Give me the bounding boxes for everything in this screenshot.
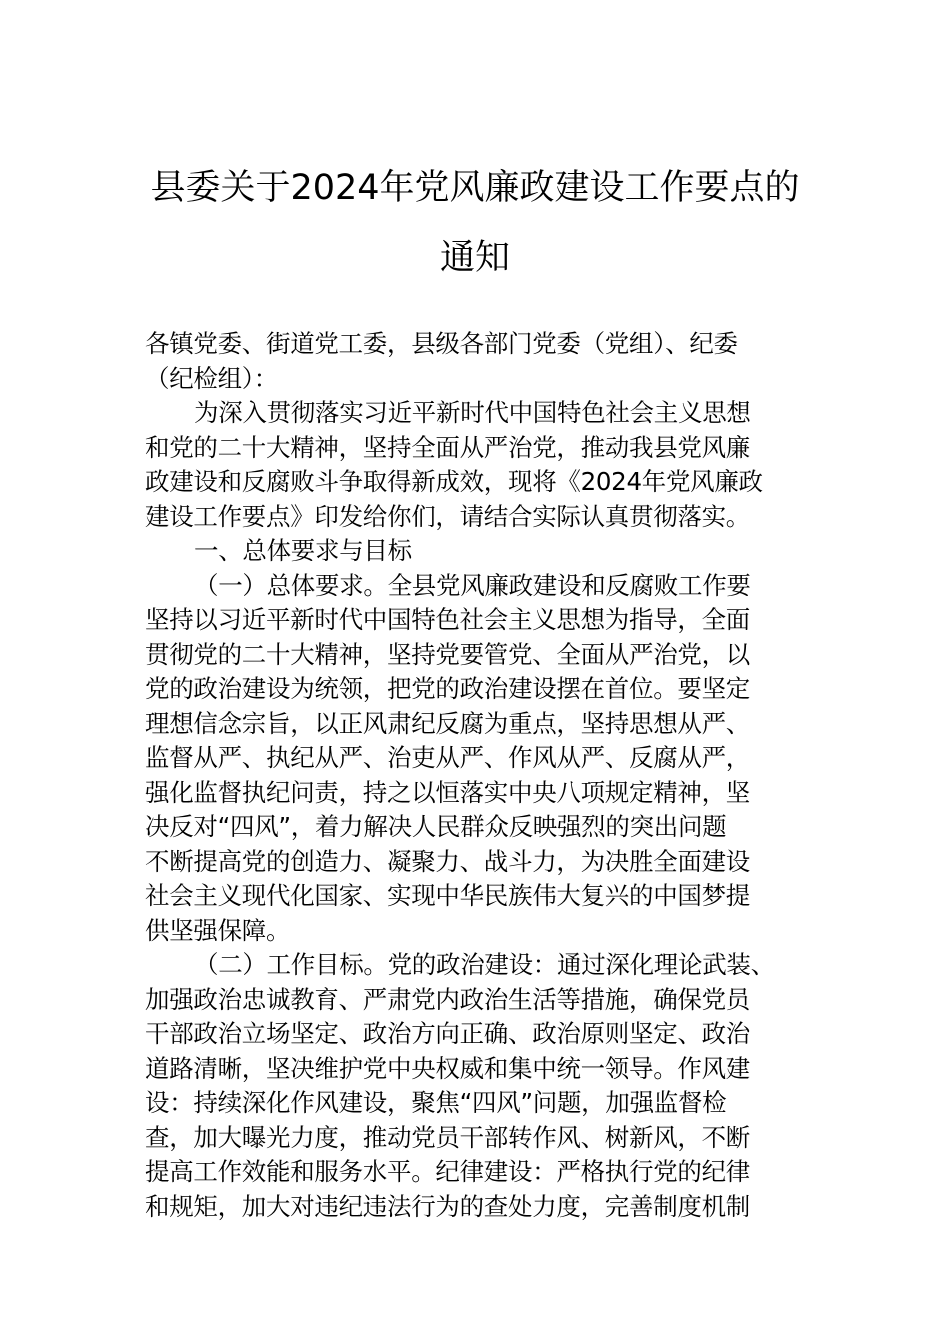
body-line: 强化监督执纪问责，持之以恒落实中央八项规定精神，坚 (145, 777, 750, 807)
body-line: 和规矩，加大对违纪违法行为的查处力度，完善制度机制 (145, 1191, 750, 1221)
body-line: 不断提高党的创造力、凝聚力、战斗力，为决胜全面建设 (145, 846, 750, 876)
body-line: 决反对“四风”，着力解决人民群众反映强烈的突出问题 (145, 812, 727, 841)
document-body (145, 327, 815, 1224)
body-line: 干部政治立场坚定、政治方向正确、政治原则坚定、政治 (145, 1019, 750, 1048)
body-line: （一）总体要求。全县党风廉政建设和反腐败工作要 (194, 570, 751, 600)
body-line: 政建设和反腐败斗争取得新成效，现将《2024年党风廉政 (145, 467, 763, 496)
document-title-line-2: 通知 (439, 238, 510, 278)
body-line: 坚持以习近平新时代中国特色社会主义思想为指导，全面 (145, 605, 750, 634)
body-line-salutation-cont: （纪检组）： (145, 363, 278, 393)
body-line: 建设工作要点》印发给你们，请结合实际认真贯彻落实。 (145, 501, 750, 531)
body-line: 党的政治建设为统领，把党的政治建设摆在首位。要坚定 (145, 674, 750, 703)
body-line-salutation: 各镇党委、街道党工委，县级各部门党委（党组）、纪委 (145, 329, 738, 358)
body-line: 贯彻党的二十大精神，坚持党要管党、全面从严治党，以 (145, 639, 750, 669)
body-line: （二）工作目标。党的政治建设：通过深化理论武装、 (194, 950, 775, 979)
body-line: 为深入贯彻落实习近平新时代中国特色社会主义思想 (194, 398, 751, 427)
body-line: 查，加大曝光力度，推动党员干部转作风、树新风，不断 (145, 1122, 750, 1152)
body-line: 监督从严、执纪从严、治吏从严、作风从严、反腐从严， (145, 743, 750, 772)
body-line: 社会主义现代化国家、实现中华民族伟大复兴的中国梦提 (145, 881, 750, 910)
body-line: 供坚强保障。 (145, 915, 291, 945)
body-line: 理想信念宗旨，以正风肃纪反腐为重点，坚持思想从严、 (145, 708, 750, 738)
section-heading: 一、总体要求与目标 (194, 536, 412, 565)
body-line: 道路清晰，坚决维护党中央权威和集中统一领导。作风建 (145, 1053, 750, 1083)
body-line: 加强政治忠诚教育、严肃党内政治生活等措施，确保党员 (145, 984, 750, 1014)
body-line: 和党的二十大精神，坚持全面从严治党，推动我县党风廉 (145, 432, 750, 462)
document-title-line-1: 县委关于2024年党风廉政建设工作要点的 (150, 168, 800, 208)
body-line: 提高工作效能和服务水平。纪律建设：严格执行党的纪律 (145, 1157, 750, 1186)
body-line: 设：持续深化作风建设，聚焦“四风”问题，加强监督检 (145, 1088, 727, 1117)
